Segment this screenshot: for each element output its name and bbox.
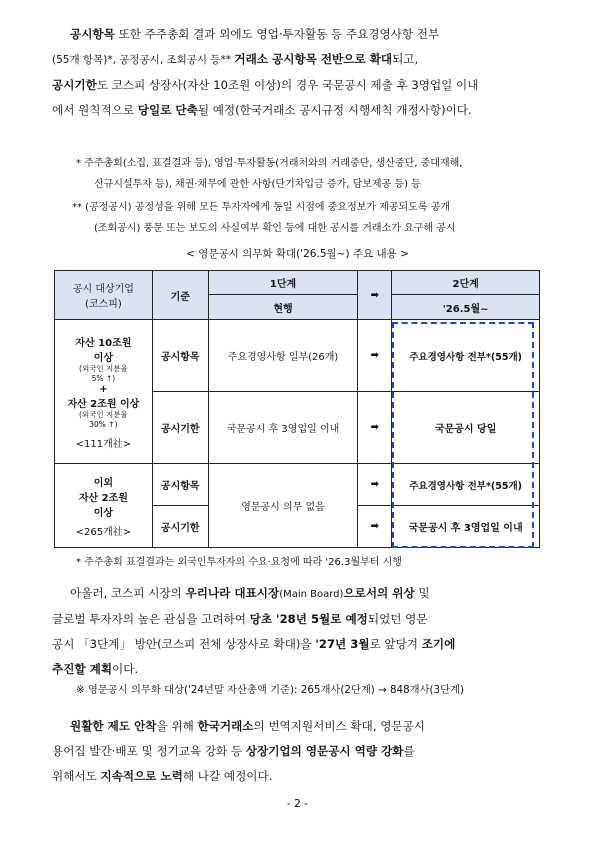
group1-sub2: 5% ↑) [91, 373, 116, 383]
highlight-dashed-box [392, 322, 534, 548]
cell-arrow [358, 464, 392, 506]
text: 위해서도 [52, 769, 101, 783]
paragraph-support-measures [52, 714, 542, 789]
text: 을 위해 [156, 719, 198, 733]
arrow-right-icon: ➡ [370, 479, 379, 490]
table-caption: < 영문공시 의무화 확대('26.5월~) 주요 내용 > [186, 248, 409, 260]
header-target-label: 공시 대상기업 [72, 284, 134, 295]
criteria-label: 공시기한 [160, 424, 200, 435]
cell-current [208, 320, 358, 392]
cell-arrow [358, 320, 392, 392]
text: 이다. [112, 662, 139, 676]
text: (55개 항목)*, 공정공시, 조회공시 등** [52, 54, 235, 66]
text: 될 예정(한국거래소 공시규정 시행세칙 개정사항)이다. [197, 103, 472, 117]
new-value: 주요경영사항 전부*(55개) [409, 480, 523, 492]
text: 및 [414, 586, 430, 600]
header-stage1-label: 1단계 [269, 279, 297, 290]
cell-criteria [152, 506, 208, 548]
group1-count: <111개社> [75, 438, 132, 450]
criteria-label: 공시항목 [160, 352, 200, 363]
group1-sub3: (외국인 지분율 [79, 409, 128, 419]
text: 도 코스피 상장사(자산 10조원 이상)의 경우 국문공시 제출 후 3영업일 이내 [96, 78, 479, 92]
cell-criteria [152, 392, 208, 464]
paragraph-accelerated-plan [52, 581, 542, 682]
text: (Main Board) [279, 589, 344, 600]
new-value: 주요경영사항 전부*(55개) [409, 351, 523, 363]
text-bold: 거래소 공시항목 전반으로 확대 [234, 52, 393, 66]
text: 용어집 발간·배포 및 정기교육 강화 등 [52, 744, 246, 758]
cell-criteria [152, 464, 208, 506]
footnote-item-list: * 주주총회(소집, 표결결과 등), 영업·투자활동(거래처와의 거래중단, 생산중단, 중대재해, [76, 158, 463, 169]
header-stage1 [208, 271, 358, 295]
text-bold: 추진할 계획 [52, 662, 113, 676]
cell-current [208, 392, 358, 464]
text-bold: 조기에 [421, 637, 456, 651]
cell-arrow [358, 392, 392, 464]
footnote-item-list-cont: 신규시설투자 등), 채권·채무에 관한 사항(단기차입금 증가, 담보제공 등) 등 [94, 179, 421, 190]
criteria-label: 공시항목 [160, 481, 200, 492]
cell-criteria [152, 320, 208, 392]
group2-line2: 자산 2조원 [78, 492, 128, 504]
group1-line3: 자산 2조원 이상 [67, 398, 140, 410]
header-current-label: 현행 [273, 303, 293, 315]
text: 로 앞당겨 [369, 637, 422, 651]
group2-line1: 이외 [93, 477, 114, 489]
text-bold: 지속적으로 노력 [100, 769, 183, 783]
text-bold: '27년 3월 [315, 637, 370, 651]
cell-current [208, 464, 358, 548]
text-bold: 한국거래소 [197, 719, 254, 733]
cell-arrow [358, 506, 392, 548]
text: 또한 주주총회 결과 외에도 영업·투자활동 등 주요경영사항 전부 [114, 27, 440, 41]
header-from-date-label: '26.5월~ [442, 303, 489, 315]
page-number: - 2 - [287, 798, 308, 810]
group1-sub4: 30% ↑) [89, 419, 118, 429]
text: 되고, [392, 52, 419, 66]
arrow-right-icon: ➡ [370, 350, 379, 361]
new-value: 국문공시 당일 [434, 424, 497, 435]
text-bold: 당일로 단축 [137, 103, 198, 117]
header-stage2-label: 2단계 [452, 279, 479, 290]
text-bold: 당초 '28년 5월로 예정 [249, 612, 368, 626]
arrow-right-icon: ➡ [370, 521, 379, 532]
text: 를 [403, 744, 415, 758]
current-value: 국문공시 후 3영업일 이내 [226, 424, 340, 435]
group1-plus: + [99, 383, 108, 395]
criteria-label: 공시기한 [160, 523, 200, 534]
group-other [55, 464, 153, 548]
header-stage2 [392, 271, 540, 295]
text-bold: 원활한 제도 안착 [70, 719, 157, 733]
text: 의 번역지원서비스 확대, 영문공시 [253, 719, 426, 733]
header-criteria-label: 기준 [170, 291, 190, 303]
group1-sub1: (외국인 지분율 [79, 363, 128, 373]
new-value: 국문공시 후 3영업일 이내 [408, 523, 523, 534]
text: 아울러, 코스피 시장의 [70, 586, 186, 600]
text: 에서 원칙적으로 [52, 103, 138, 117]
header-current [208, 295, 358, 320]
note-target-counts: ※ 영문공시 의무화 대상('24년말 자산총액 기준): 265개사(2단계) → 848개사(3단계) [76, 684, 465, 696]
current-value: 영문공시 의무 없음 [241, 502, 325, 513]
text-bold: 으로서의 위상 [343, 586, 415, 600]
text: 되었던 영문 [367, 612, 428, 626]
group-large-caps [55, 320, 153, 464]
header-target [55, 271, 153, 320]
group1-line1: 자산 10조원 [75, 337, 132, 349]
text-bold: 상장기업의 영문공시 역량 강화 [245, 744, 404, 758]
text: 글로벌 투자자의 높은 관심을 고려하여 [52, 612, 250, 626]
text-bold: 우리나라 대표시장 [185, 586, 280, 600]
header-target-sub: (코스피) [85, 299, 122, 310]
arrow-right-icon: ➡ [370, 422, 379, 433]
text: 공시 「3단계」 방안(코스피 전체 상장사로 확대)을 [52, 637, 316, 651]
header-criteria [152, 271, 208, 320]
current-value: 주요경영사항 일부(26개) [227, 352, 339, 363]
text-bold: 공시기한 [52, 78, 97, 92]
text: 해 나갈 예정이다. [182, 769, 273, 783]
header-from-date [392, 295, 540, 320]
footnote-fair-disclosure: ** (공정공시) 공정성을 위해 모든 투자자에게 동일 시점에 중요정보가 제공되도록 공개 [72, 202, 451, 213]
footnote-inquiry-disclosure: (조회공시) 풍문 또는 보도의 사실여부 확인 등에 대한 공시를 거래소가 요구해 공시 [94, 223, 456, 234]
paragraph-disclosure-scope [52, 22, 542, 123]
arrow-right-icon: ➡ [370, 289, 379, 301]
header-arrow [358, 271, 392, 320]
group2-count: <265개社> [75, 526, 132, 538]
group2-line3: 이상 [93, 507, 114, 519]
table-footnote: * 주주총회 표결결과는 외국인투자자의 수요·요청에 따라 '26.3월부터 시행 [76, 557, 402, 568]
text-bold: 공시항목 [70, 27, 115, 41]
group1-line2: 이상 [93, 352, 114, 364]
